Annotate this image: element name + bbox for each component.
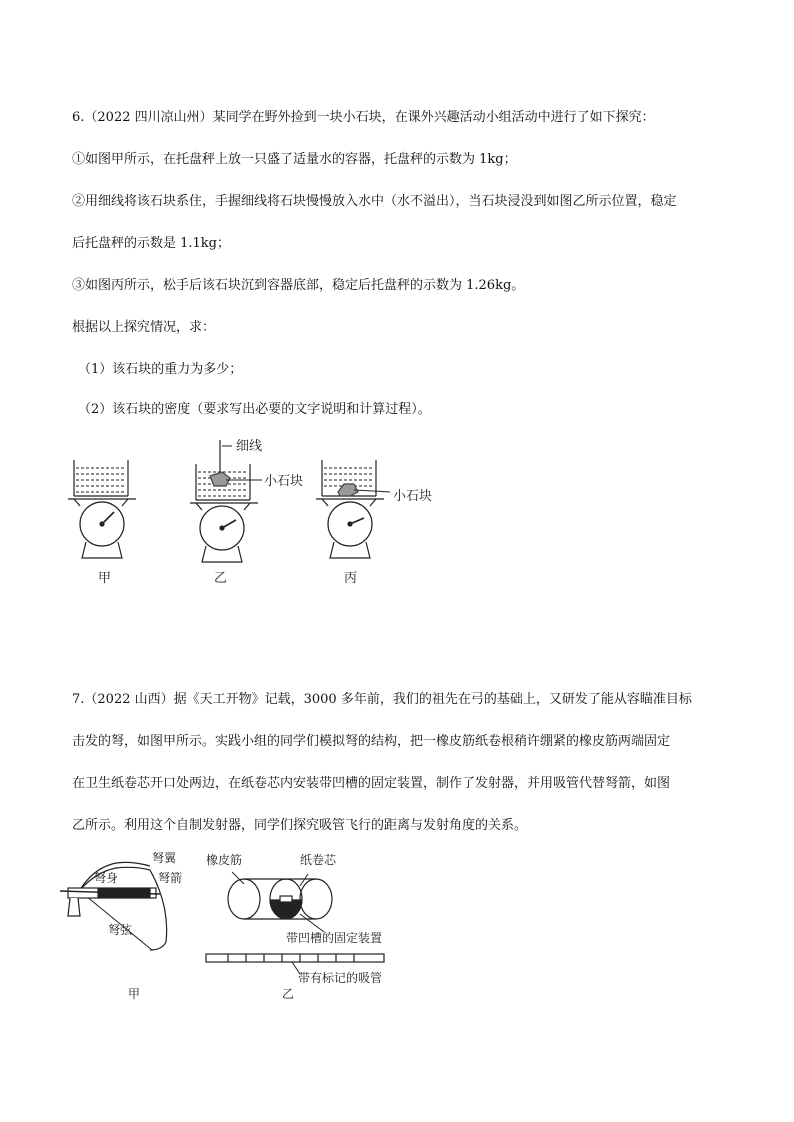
launcher: [206, 872, 384, 974]
label-body: 弩身: [94, 871, 119, 885]
q7-line2: 击发的弩，如图甲所示。实践小组的同学们模拟弩的结构，把一橡皮筋纸卷根稍许绷紧的橡皮筋两端固定: [72, 734, 671, 749]
label-chord: 弩弦: [108, 923, 133, 937]
q6-step3: ③如图丙所示，松手后该石块沉到容器底部，稳定后托盘秤的示数为 1.26kg。: [72, 278, 525, 293]
label-core: 纸卷芯: [300, 853, 337, 867]
q6-step2-line1: ②用细线将该石块系住，手握细线将石块慢慢放入水中（水不溢出），当石块浸没到如图乙所示位置，稳定: [72, 194, 677, 209]
q7-line4: 乙所示。利用这个自制发射器，同学们探究吸管飞行的距离与发射角度的关系。: [72, 818, 528, 833]
scale-b: [190, 440, 262, 562]
q6-intro: 6.（2022 四川凉山州）某同学在野外捡到一块小石块，在课外兴趣活动小组活动中进行了如下探究：: [72, 110, 655, 125]
label-fixture: 带凹槽的固定装置: [286, 931, 383, 945]
label-wing: 弩翼: [152, 851, 177, 865]
label-straw: 带有标记的吸管: [298, 971, 383, 985]
caption-a: 甲: [98, 571, 112, 586]
q7-line3: 在卫生纸卷芯开口处两边，在纸卷芯内安装带凹槽的固定装置，制作了发射器，并用吸管代替弩箭，如图: [72, 776, 671, 791]
label-stone-c: 小石块: [393, 489, 433, 504]
label-arrow: 弩箭: [158, 871, 183, 885]
q7-line1: 7.（2022 山西）据《天工开物》记载，3000 多年前，我们的祖先在弓的基础上，又研发了能从容瞄准目标: [72, 692, 692, 707]
q6-step2-line2: 后托盘秤的示数是 1.1kg；: [72, 236, 231, 251]
label-string: 细线: [236, 439, 263, 454]
caption-c: 丙: [344, 571, 358, 586]
scale-c: [316, 460, 390, 558]
q6-prompt: 根据以上探究情况，求：: [72, 320, 216, 335]
q6-step1: ①如图甲所示，在托盘秤上放一只盛了适量水的容器，托盘秤的示数为 1kg；: [72, 152, 517, 167]
scale-a: [68, 460, 136, 558]
q6-sub1: （1）该石块的重力为多少；: [78, 362, 243, 377]
q6-sub2: （2）该石块的密度（要求写出必要的文字说明和计算过程）。: [78, 402, 431, 417]
q7-figure: [0, 846, 794, 1011]
label-rubber: 橡皮筋: [206, 853, 243, 867]
caption-jia: 甲: [128, 987, 141, 1001]
caption-yi: 乙: [282, 987, 295, 1001]
caption-b: 乙: [214, 571, 228, 586]
q6-figure: [0, 432, 794, 602]
label-stone-b: 小石块: [264, 474, 304, 489]
